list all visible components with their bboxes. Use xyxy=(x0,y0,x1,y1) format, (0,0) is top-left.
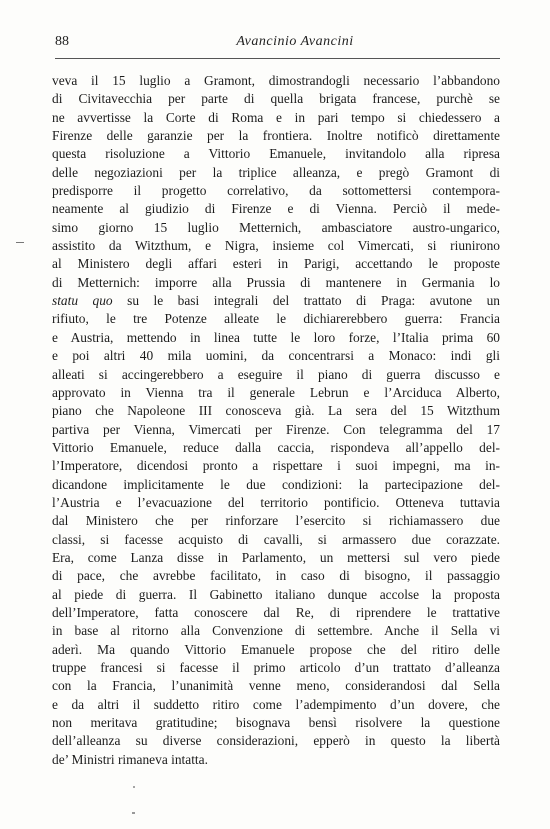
text-line: questa risoluzione a Vittorio Emanuele, invitandolo alla ripresa xyxy=(52,146,500,162)
text-line: approvato in Vienna tra il generale Lebrun e l’Arciduca Alberto, xyxy=(52,384,500,400)
text-line: classi, si facesse acquisto di cavalli, si armassero due corazzate. xyxy=(52,531,500,547)
text-line: alleati si accingerebbero a eseguire il piano di guerra discusso e xyxy=(52,366,500,382)
text-line: di pace, che avrebbe facilitato, in caso di bisogno, il passaggio xyxy=(52,568,500,584)
ink-speck xyxy=(132,812,135,814)
text-line: di Metternich: imporre alla Prussia di mantenere in Germania lo xyxy=(52,274,500,290)
text-line: Vittorio Emanuele, reduce dalla caccia, rispondeva all’appello del- xyxy=(52,439,500,455)
body-text xyxy=(52,72,500,769)
text-line: al Ministero degli affari esteri in Parigi, accettando le proposte xyxy=(52,256,500,272)
text-line: l’Austria e l’evacuazione del territorio pontificio. Otteneva tuttavia xyxy=(52,494,500,510)
margin-mark xyxy=(16,242,24,243)
text-line: partiva per Vienna, Vimercati per Firenze. Con telegramma del 17 xyxy=(52,421,500,437)
text-line: ne avvertisse la Corte di Roma e in pari tempo si chiedessero a xyxy=(52,109,500,125)
text-line: in base al ritorno alla Convenzione di settembre. Anche il Sella vi xyxy=(52,623,500,639)
text-line-last: de’ Ministri rimaneva intatta. xyxy=(52,751,208,767)
text-line: dell’alleanza su diverse considerazioni, epperò in questo la libertà xyxy=(52,733,500,749)
text-line: assistito da Witzthum, e Nigra, insieme col Vimercati, si riunirono xyxy=(52,238,500,254)
text-line: l’Imperatore, dicendosi pronto a rispettare i suoi impegni, ma in- xyxy=(52,458,500,474)
text-line: dal Ministero che per rinforzare l’esercito si richiamassero due xyxy=(52,513,500,529)
header-rule xyxy=(55,58,500,59)
text-line: e Austria, mettendo in linea tutte le loro forze, l’Italia prima 60 xyxy=(52,329,500,345)
running-title: Avancinio Avancini xyxy=(236,34,354,49)
text-line: truppe francesi si facesse il primo articolo d’un trattato d’alleanza xyxy=(52,660,500,675)
text-line: neamente al giudizio di Firenze e di Vienna. Perciò il mede- xyxy=(52,201,500,217)
ink-speck xyxy=(133,786,135,788)
text-line: di Civitavecchia per parte di quella brigata francese, purchè se xyxy=(52,91,500,107)
text-line: Era, come Lanza disse in Parlamento, un mettersi sul vero piede xyxy=(52,549,500,565)
page-number: 88 xyxy=(55,34,69,49)
text-line: dicandone implicitamente le due condizioni: la partecipazione del- xyxy=(52,476,500,492)
text-line: piano che Napoleone III conosceva già. La sera del 15 Witzthum xyxy=(52,403,500,419)
text-line: rifiuto, le tre Potenze alleate le dichiarerebbero guerra: Francia xyxy=(52,311,500,327)
text-line: aderì. Ma quando Vittorio Emanuele propose che del ritiro delle xyxy=(52,641,500,657)
text-line: con la Francia, l’unanimità venne meno, considerandosi dal Sella xyxy=(52,678,500,694)
text-line: dell’Imperatore, fatta conoscere dal Re, di riprendere le trattative xyxy=(52,604,500,620)
text-line: simo giorno 15 luglio Metternich, ambasciatore austro-ungarico, xyxy=(52,219,500,235)
text-line: non meritava gratitudine; bisognava bensì risolvere la questione xyxy=(52,715,500,731)
text-line: veva il 15 luglio a Gramont, dimostrandogli necessario l’abbandono xyxy=(52,73,500,88)
text-line: e da altri il suddetto ritiro come l’adempimento d’un dovere, che xyxy=(52,696,500,712)
text-line: al piede di guerra. Il Gabinetto italiano dunque accolse la proposta xyxy=(52,586,500,602)
text-line: delle negoziazioni per la triplice alleanza, e pregò Gramont di xyxy=(52,164,500,180)
text-line: predisporre il progetto correlativo, da sottomettersi contempora- xyxy=(52,183,500,199)
text-line: e poi altri 40 mila uomini, da concentrarsi a Monaco: indi gli xyxy=(52,348,500,364)
italic-phrase: statu quo xyxy=(52,293,113,309)
text-line: Firenze delle garanzie per la frontiera. Inoltre notificò direttamente xyxy=(52,128,500,144)
text-line-italic-start: statu quo su le basi integrali del trattato di Praga: avutone un xyxy=(52,293,500,309)
page-header xyxy=(55,34,495,56)
